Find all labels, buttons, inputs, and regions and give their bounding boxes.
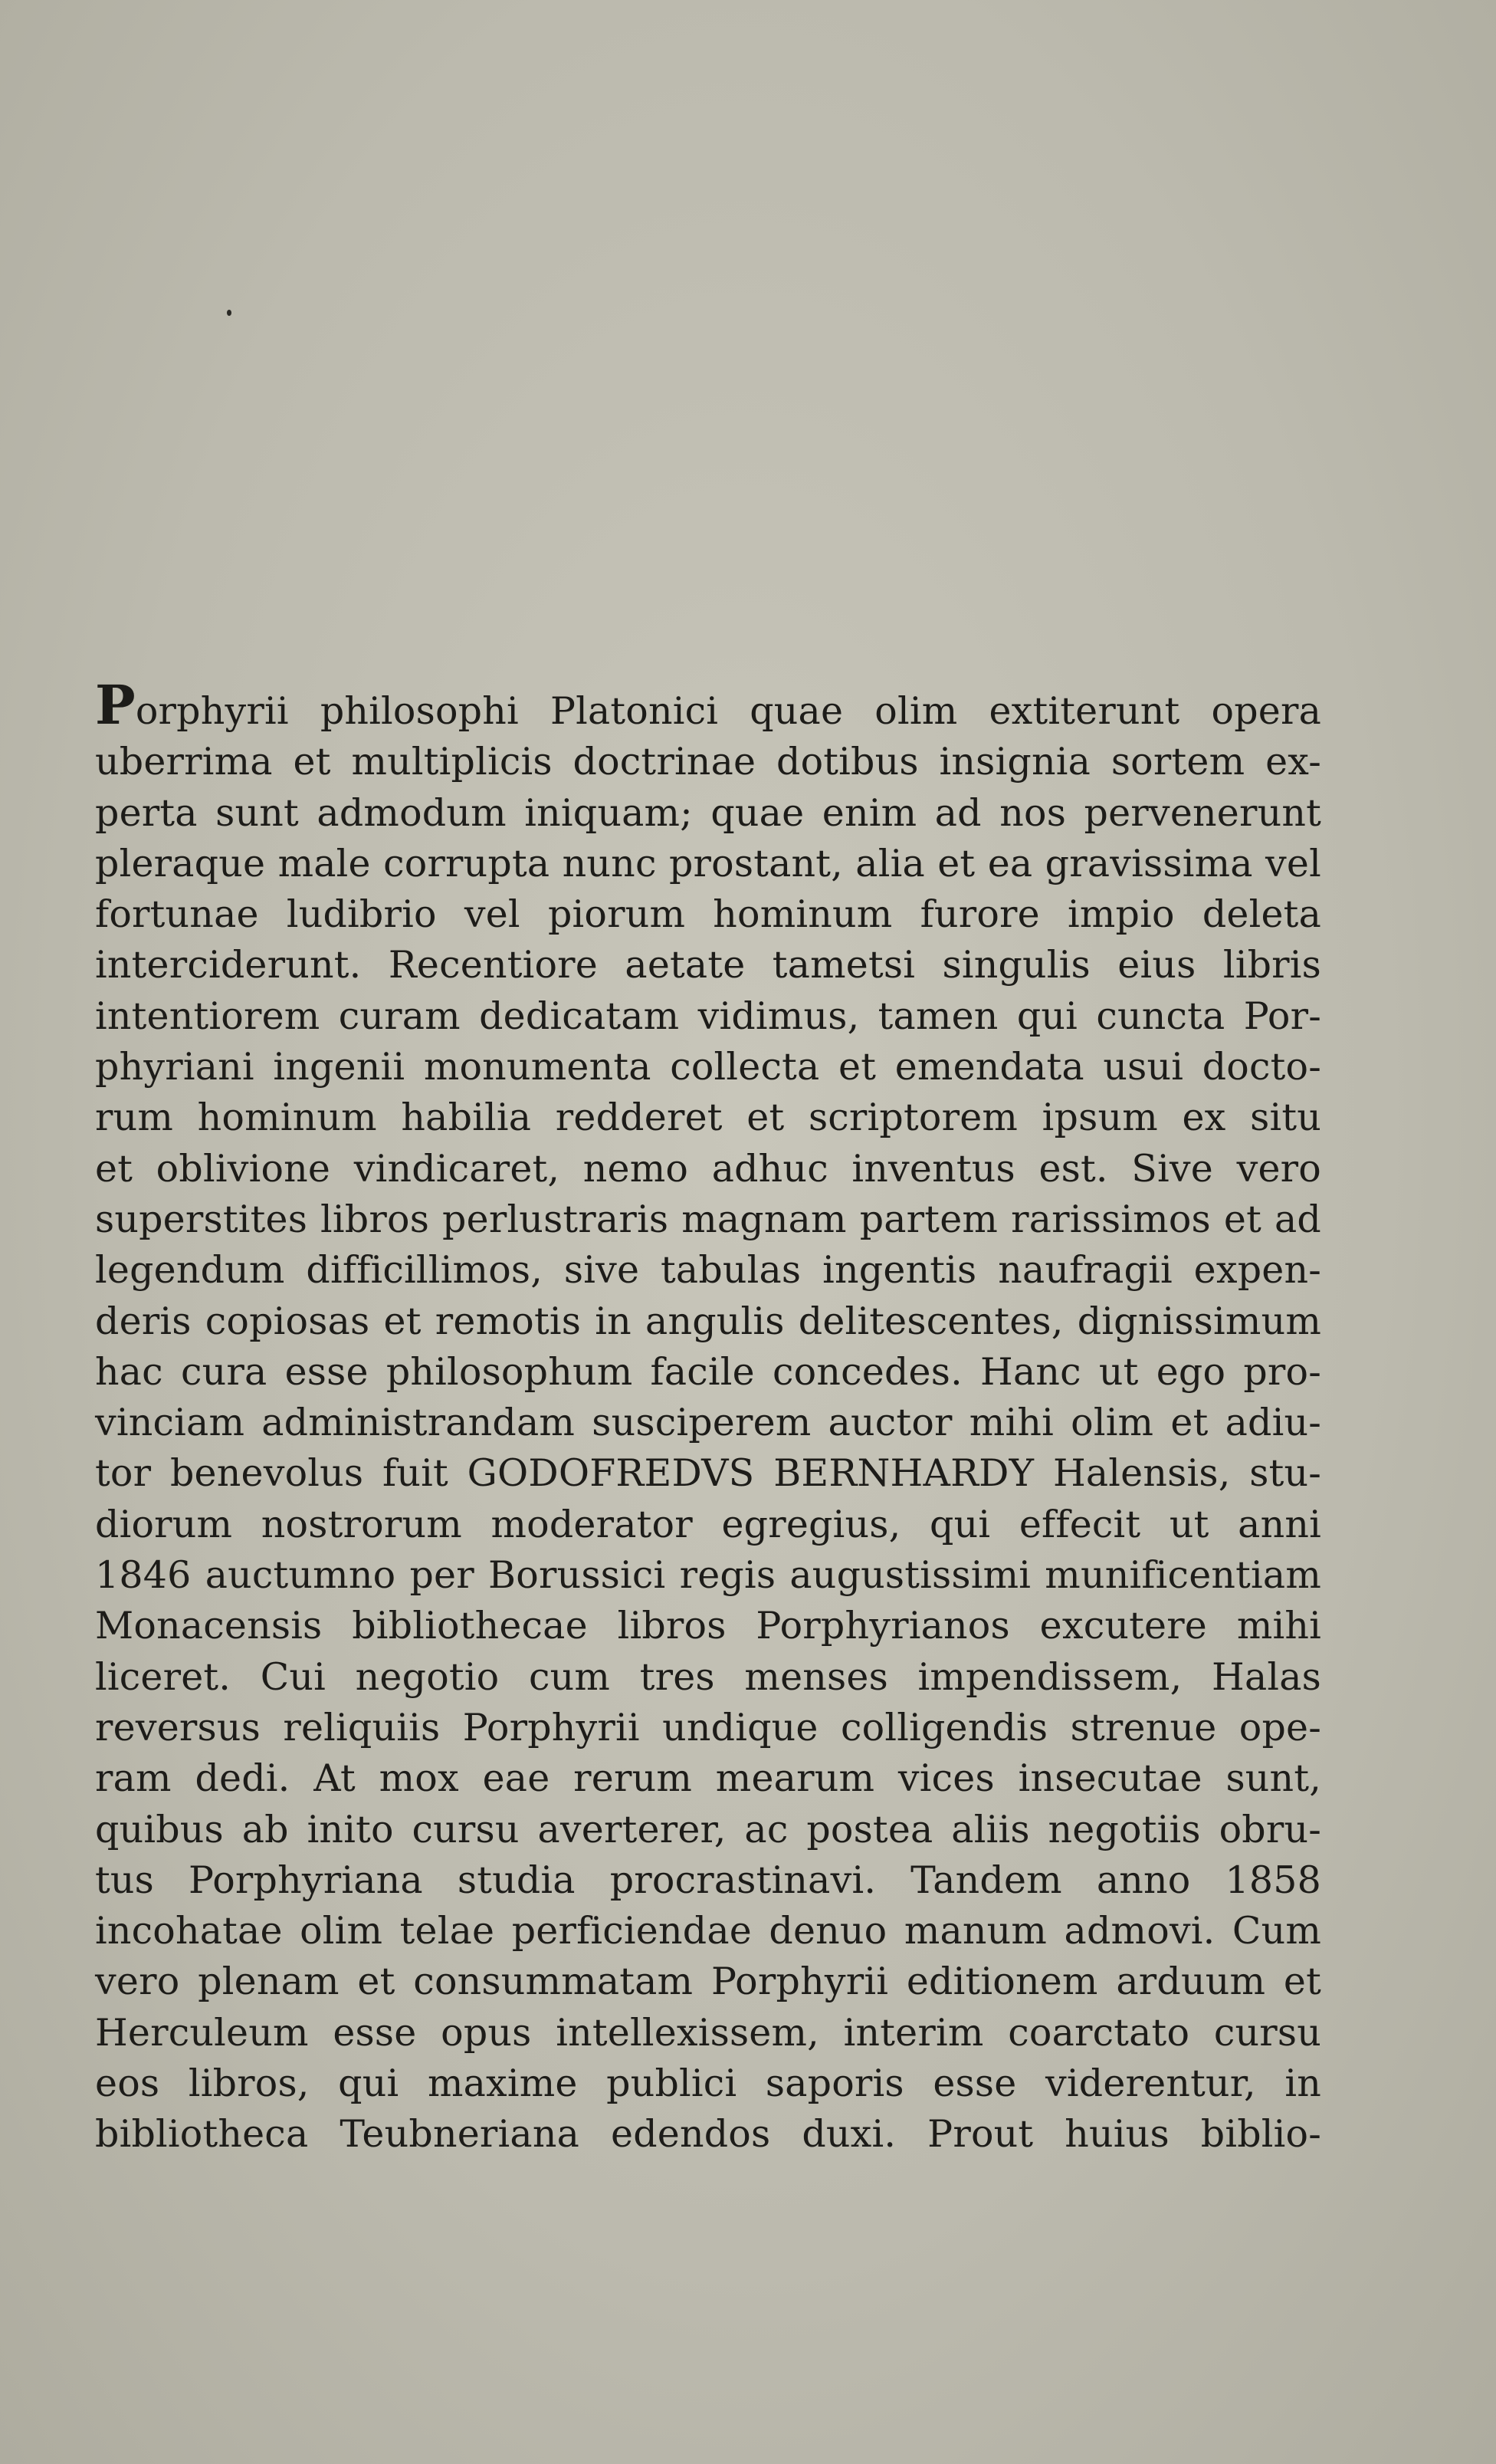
text-line: diorum nostrorum moderator egregius, qui effecit ut anni bbox=[95, 1502, 1321, 1546]
text-line: perta sunt admodum iniquam; quae enim ad nos pervenerunt bbox=[95, 790, 1321, 835]
text-line: reversus reliquiis Porphyrii undique colligendis strenue ope- bbox=[95, 1705, 1321, 1749]
text-line: deris copiosas et remotis in angulis delitescentes, dignissimum bbox=[95, 1299, 1321, 1343]
text-line: Herculeum esse opus intellexissem, interim coarctato cursu bbox=[95, 2010, 1321, 2055]
text-line: rum hominum habilia redderet et scriptorem ipsum ex situ bbox=[95, 1096, 1321, 1140]
text-line: incohatae olim telae perficiendae denuo manum admovi. Cum bbox=[95, 1909, 1321, 1953]
text-line: uberrima et multiplicis doctrinae dotibus insignia sortem ex- bbox=[95, 740, 1321, 784]
text-line: 1846 auctumno per Borussici regis augustissimi munificentiam bbox=[95, 1553, 1321, 1598]
text-line: vinciam administrandam susciperem auctor mihi olim et adiu- bbox=[95, 1401, 1321, 1445]
text-line: et oblivione vindicaret, nemo adhuc inventus est. Sive vero bbox=[95, 1146, 1321, 1191]
text-line: eos libros, qui maxime publici saporis esse viderentur, in bbox=[95, 2062, 1321, 2106]
text-line: tor benevolus fuit GODOFREDVS BERNHARDY Halensis, stu- bbox=[95, 1451, 1321, 1496]
initial-letter: P bbox=[95, 673, 136, 737]
text-line: intentiorem curam dedicatam vidimus, tamen qui cuncta Por- bbox=[95, 994, 1321, 1038]
text-line: fortunae ludibrio vel piorum hominum furore impio deleta bbox=[95, 892, 1321, 937]
body-text bbox=[95, 673, 1321, 2160]
text-line: quibus ab inito cursu averterer, ac postea aliis negotiis obru- bbox=[95, 1807, 1321, 1851]
text-line: liceret. Cui negotio cum tres menses impendissem, Halas bbox=[95, 1654, 1321, 1699]
text-line: pleraque male corrupta nunc prostant, alia et ea gravissima vel bbox=[95, 841, 1321, 885]
text-line: phyriani ingenii monumenta collecta et emendata usui docto- bbox=[95, 1045, 1321, 1089]
text-line-1 bbox=[95, 673, 1321, 737]
text-line: legendum difficillimos, sive tabulas ingentis naufragii expen- bbox=[95, 1248, 1321, 1293]
first-line-rest: orphyrii philosophi Platonici quae olim extiterunt opera bbox=[135, 689, 1321, 733]
text-line: Monacensis bibliothecae libros Porphyrianos excutere mihi bbox=[95, 1604, 1321, 1648]
text-line: bibliotheca Teubneriana edendos duxi. Prout huius biblio- bbox=[95, 2112, 1321, 2157]
text-line: ram dedi. At mox eae rerum mearum vices insecutae sunt, bbox=[95, 1756, 1321, 1801]
text-line: hac cura esse philosophum facile concedes. Hanc ut ego pro- bbox=[95, 1349, 1321, 1394]
text-line: tus Porphyriana studia procrastinavi. Tandem anno 1858 bbox=[95, 1858, 1321, 1902]
text-line: interciderunt. Recentiore aetate tametsi singulis eius libris bbox=[95, 943, 1321, 987]
text-line: superstites libros perlustraris magnam partem rarissimos et ad bbox=[95, 1197, 1321, 1241]
text-line: vero plenam et consummatam Porphyrii editionem arduum et bbox=[95, 1960, 1321, 2004]
ink-speck bbox=[227, 310, 231, 316]
